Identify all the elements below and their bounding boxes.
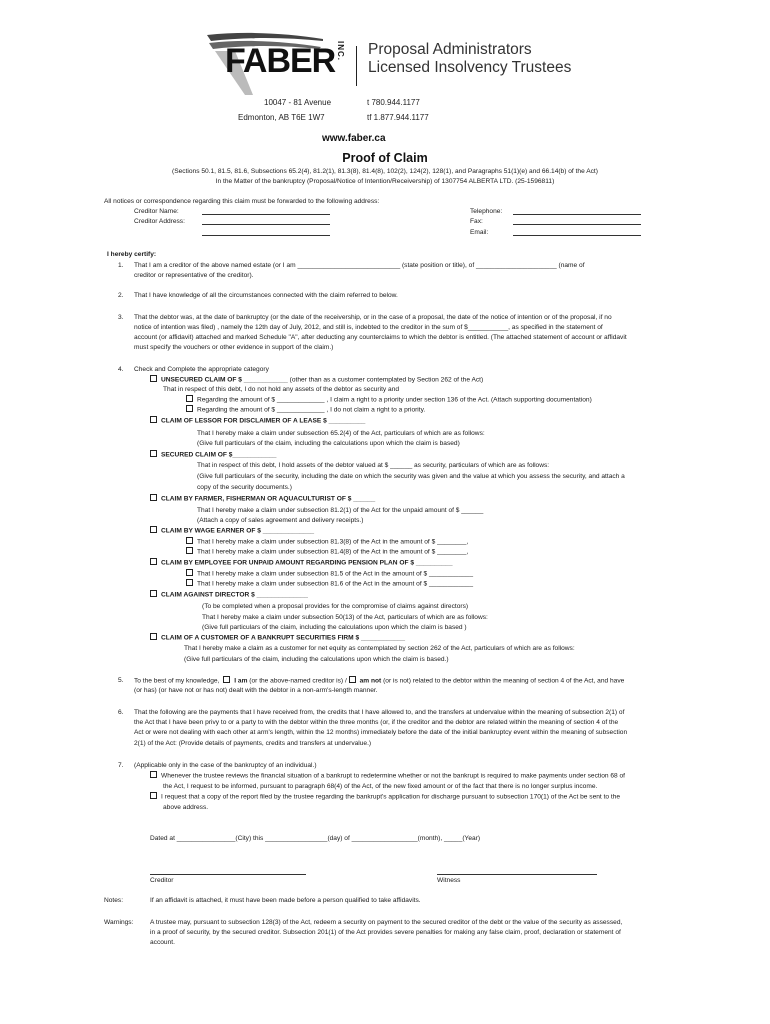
item-6-line2: the Act that I have been privy to or a party to with the debtor within the three months (or, if the creditor and the debtor are related within the meaning of section 4 of the — [134, 719, 619, 726]
item-6-number: 6. — [118, 709, 124, 716]
email-field[interactable] — [513, 229, 641, 236]
address-line2: Edmonton, AB T6E 1W7 — [238, 113, 325, 122]
pension-816-text: That I hereby make a claim under subsection 81.6 of the Act in the amount of $ ____________ — [197, 580, 474, 588]
secured-claim-line3: copy of the security documents.) — [197, 484, 292, 491]
secured-claim-heading: SECURED CLAIM OF $____________ — [161, 451, 277, 459]
warnings-label: Warnings: — [104, 919, 134, 926]
wage-813-text: That I hereby make a claim under subsection 81.3(8) of the Act in the amount of $ ________, — [197, 538, 469, 546]
item-6-line1: That the following are the payments that I have received from, the credits that I have allowed to, and the transfers at undervalue within the meaning of subsection 2(1) of — [134, 709, 625, 716]
item-3-line4: must specify the vouchers or other evidence in support of the claim.) — [134, 344, 334, 351]
notices-line: All notices or correspondence regarding this claim must be forwarded to the following address: — [104, 198, 380, 205]
company-logo — [205, 27, 355, 95]
pension-claim-heading: CLAIM BY EMPLOYEE FOR UNPAID AMOUNT REGARDING PENSION PLAN OF $ __________ — [161, 559, 453, 567]
item-5-middle: (or the above-named creditor is) / — [249, 677, 347, 685]
lessor-claim-heading: CLAIM OF LESSOR FOR DISCLAIMER OF A LEASE $ __________ — [161, 417, 366, 425]
sections-line: (Sections 50.1, 81.5, 81.6, Subsections 65.2(4), 81.2(1), 81.3(8), 81.4(8), 102(2), 124(2), 128(1), and Paragraphs 51(1)(e) and 66.14(b) of the Act) — [172, 168, 598, 175]
farmer-claim-checkbox[interactable] — [150, 494, 157, 501]
discharge-report-checkbox[interactable] — [150, 792, 157, 799]
director-claim-line3: (Give full particulars of the claim, including the calculations upon which the claim is based ) — [202, 624, 467, 631]
pension-815-text: That I hereby make a claim under subsection 81.5 of the Act in the amount of $ ____________ — [197, 570, 474, 578]
no-priority-claim-checkbox[interactable] — [186, 405, 193, 412]
related-am-not-label: am not — [359, 677, 382, 685]
securities-customer-line1: That I hereby make a claim as a customer for net equity as contemplated by section 262 of the Act, particulars of which are as follows: — [184, 645, 575, 652]
lessor-claim-line1: That I hereby make a claim under subsection 65.2(4) of the Act, particulars of which are as follows: — [197, 430, 485, 437]
header-title-line2: Licensed Insolvency Trustees — [368, 59, 572, 77]
creditor-signature-line[interactable] — [150, 868, 306, 875]
related-am-label: I am — [234, 677, 248, 685]
pension-claim-checkbox[interactable] — [150, 558, 157, 565]
item-3-line3: account (or affidavit) attached and marked Schedule "A", after deducting any counterclaims to which the debtor is entitled. (The attached statement of account or affidavit — [134, 334, 627, 341]
director-claim-heading: CLAIM AGAINST DIRECTOR $ ______________ — [161, 591, 308, 599]
creditor-signature-label: Creditor — [150, 877, 174, 884]
tollfree-number: tf 1.877.944.1177 — [367, 113, 429, 122]
item-5-line2: (or has) (or have not or has not) dealt with the debtor in a non-arm's-length manner. — [134, 687, 378, 694]
unsecured-claim-checkbox[interactable] — [150, 375, 157, 382]
related-am-checkbox[interactable] — [223, 676, 230, 683]
redetermination-line2: the Act, I request to be informed, pursuant to paragraph 68(4) of the Act, of the new fixed amount or of the fact that there is no longer surplus income. — [163, 783, 598, 790]
secured-claim-checkbox[interactable] — [150, 450, 157, 457]
creditor-name-field[interactable] — [202, 208, 330, 215]
discharge-report-line1: I request that a copy of the report filed by the trustee regarding the bankrupt's application for discharge pursuant to subsection 170(1) of the Act be sent to the — [161, 793, 621, 801]
warnings-line1: A trustee may, pursuant to subsection 128(3) of the Act, redeem a security on payment to the secured creditor of the debt or the value of the security as assessed, — [150, 919, 623, 926]
item-3-number: 3. — [118, 314, 124, 321]
securities-customer-line2: (Give full particulars of the claim, including the calculations upon which the claim is based.) — [184, 656, 449, 663]
logo-text: FABER — [225, 42, 336, 80]
header-divider — [356, 46, 357, 86]
creditor-address-field-2[interactable] — [202, 229, 330, 236]
email-label: Email: — [470, 229, 489, 236]
unsecured-claim-heading: UNSECURED CLAIM OF $ ____________ — [161, 376, 288, 384]
unsecured-claim-note: (other than as a customer contemplated by Section 262 of the Act) — [287, 376, 484, 384]
pension-815-checkbox[interactable] — [186, 569, 193, 576]
secured-claim-line1: That in respect of this debt, I hold assets of the debtor valued at $ ______ as security, particulars of which are as follows: — [197, 462, 550, 469]
discharge-report-line2: above address. — [163, 804, 209, 811]
secured-claim-line2: (Give full particulars of the security, including the date on which the security was given and the value at which you assess the security, and attach a — [197, 473, 625, 480]
related-am-not-checkbox[interactable] — [349, 676, 356, 683]
priority-claim-checkbox[interactable] — [186, 395, 193, 402]
wage-814-text: That I hereby make a claim under subsection 81.4(8) of the Act in the amount of $ ________, — [197, 548, 469, 556]
page-title: Proof of Claim — [342, 151, 428, 165]
farmer-claim-heading: CLAIM BY FARMER, FISHERMAN OR AQUACULTURIST OF $ ______ — [161, 495, 376, 503]
item-1-number: 1. — [118, 262, 124, 269]
item-3-line1: That the debtor was, at the date of bankruptcy (or the date of the receivership, or in the case of a proposal, the date of the notice of intention or of the proposal, if no — [134, 314, 612, 321]
website: www.faber.ca — [322, 133, 386, 144]
wage-claim-checkbox[interactable] — [150, 526, 157, 533]
matter-line: In the Matter of the bankruptcy (Proposal/Notice of Intention/Receivership) of 1307754 ALBERTA LTD. (25-1596811) — [215, 178, 555, 185]
item-2-text: That I have knowledge of all the circumstances connected with the claim referred to below. — [134, 292, 398, 299]
wage-claim-heading: CLAIM BY WAGE EARNER OF $ ______________ — [161, 527, 315, 535]
director-claim-checkbox[interactable] — [150, 590, 157, 597]
fax-field[interactable] — [513, 218, 641, 225]
item-5-intro: To the best of my knowledge, — [134, 677, 220, 685]
unsecured-claim-line1: That in respect of this debt, I do not hold any assets of the debtor as security and — [163, 386, 400, 393]
address-line1: 10047 - 81 Avenue — [264, 98, 332, 107]
item-1-line2: creditor or representative of the creditor). — [134, 272, 254, 279]
director-claim-line1: (To be completed when a proposal provides for the compromise of claims against directors) — [202, 603, 469, 610]
redetermination-checkbox[interactable] — [150, 771, 157, 778]
notes-text: If an affidavit is attached, it must have been made before a person qualified to take affidavits. — [150, 897, 421, 904]
warnings-line2: in a proof of security, by the secured creditor. Subsection 201(1) of the Act provides severe penalties for making any false claim, proof, declaration or statement of — [150, 929, 621, 936]
farmer-claim-line1: That I hereby make a claim under subsection 81.2(1) of the Act for the unpaid amount of $ ______ — [197, 507, 484, 514]
item-1-line1: That I am a creditor of the above named estate (or I am ____________________________ (state position or title), of ______________________ (name of — [134, 262, 585, 269]
dated-line[interactable]: Dated at ________________(City) this _________________(day) of __________________(month), _____(Year) — [150, 835, 481, 842]
creditor-address-label: Creditor Address: — [134, 218, 185, 225]
securities-customer-heading: CLAIM OF A CUSTOMER OF A BANKRUPT SECURITIES FIRM $ ____________ — [161, 634, 406, 642]
item-5-number: 5. — [118, 677, 124, 684]
lessor-claim-checkbox[interactable] — [150, 416, 157, 423]
telephone-field[interactable] — [513, 208, 641, 215]
farmer-claim-line2: (Attach a copy of sales agreement and delivery receipts.) — [197, 517, 364, 524]
creditor-name-label: Creditor Name: — [134, 208, 179, 215]
redetermination-line1: Whenever the trustee reviews the financial situation of a bankrupt to redetermine whether or not the bankrupt is required to make payments under section 68 of — [161, 772, 626, 780]
lessor-claim-line2: (Give full particulars of the claim, including the calculations upon which the claim is based) — [197, 440, 460, 447]
item-4-text: Check and Complete the appropriate category — [134, 366, 269, 373]
wage-813-checkbox[interactable] — [186, 537, 193, 544]
phone-number: t 780.944.1177 — [367, 98, 420, 107]
certify-heading: I hereby certify: — [107, 251, 157, 258]
item-5-tail: (or is not) related to the debtor within the meaning of section 4 of the Act, and have — [383, 677, 625, 685]
item-6-line3: Act or were not dealing with each other at arm's length, within the 12 months) immediately before the date of the initial bankruptcy event within the meaning of subsection — [134, 729, 628, 736]
item-4-number: 4. — [118, 366, 124, 373]
warnings-line3: account. — [150, 939, 175, 946]
fax-label: Fax: — [470, 218, 483, 225]
item-7-number: 7. — [118, 762, 124, 769]
item-6-line4: 2(1) of the Act: (Provide details of payments, credits and transfers at undervalue.) — [134, 740, 372, 747]
priority-claim-text: Regarding the amount of $ _____________ , I claim a right to a priority under section 136 of the Act. (Attach supporting documentation) — [197, 396, 592, 404]
item-2-number: 2. — [118, 292, 124, 299]
logo-inc: INC. — [336, 41, 345, 61]
wage-814-checkbox[interactable] — [186, 547, 193, 554]
no-priority-claim-text: Regarding the amount of $ _____________ , I do not claim a right to a priority. — [197, 406, 426, 414]
pension-816-checkbox[interactable] — [186, 579, 193, 586]
witness-signature-label: Witness — [437, 877, 461, 884]
director-claim-line2: That I hereby make a claim under subsection 50(13) of the Act, particulars of which are as follows: — [202, 614, 488, 621]
telephone-label: Telephone: — [470, 208, 503, 215]
notes-label: Notes: — [104, 897, 124, 904]
witness-signature-line[interactable] — [437, 868, 597, 875]
item-3-line2: notice of intention was filed) , namely the 12th day of July, 2012, and still is, indebted to the creditor in the sum of $___________, as specified in the statement of — [134, 324, 603, 331]
securities-customer-checkbox[interactable] — [150, 633, 157, 640]
item-7-text: (Applicable only in the case of the bankruptcy of an individual.) — [134, 762, 317, 769]
header-title-line1: Proposal Administrators — [368, 41, 532, 58]
creditor-address-field-1[interactable] — [202, 218, 330, 225]
